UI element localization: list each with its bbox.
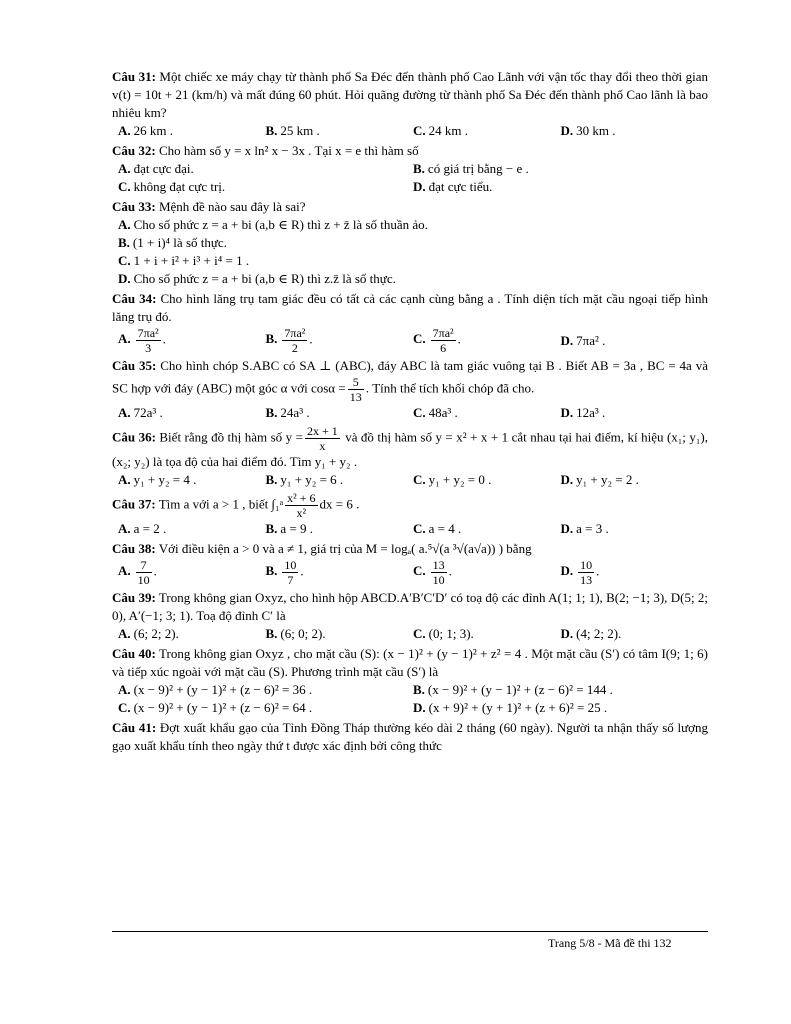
question-text: Cho hình chóp S.ABC có SA ⊥ (ABC), đáy ABC là tam giác vuông tại B . Biết AB = 3a , BC = 4a và SC hợp với đáy (ABC) một góc α với cosα = — [112, 358, 709, 396]
question-number: Câu 31: — [112, 69, 156, 84]
question-39 — [112, 589, 708, 643]
question-text: Mệnh đề nào sau đây là sai? — [158, 199, 306, 214]
question-35: Câu 35: Cho hình chóp S.ABC có SA ⊥ (ABC), đáy ABC là tam giác vuông tại B . Biết AB = 3a , BC = 4a và SC hợp với đáy (ABC) một góc α với cosα = $\frac{5}{13}$ . Tính thể tích khối chóp đã cho. A. 72a³ . B. 24a³ . C. 48a³ . D. 12a³ . — [112, 358, 709, 420]
option-c: C. không đạt cực trị. — [118, 179, 226, 194]
question-text: Cho hình lăng trụ tam giác đều có tất cả các cạnh cùng bằng a . Tính diện tích mặt cầu ngoại tiếp hình lăng trụ đó. — [112, 291, 709, 324]
option-c: C. (x − 9)² + (y − 1)² + (z − 6)² = 64 . — [118, 700, 313, 715]
question-text: Trong không gian Oxyz , cho mặt cầu (S): (x − 1)² + (y − 1)² + z² = 4 . Một mặt cầu (S′) có tâm I(9; 1; 6) và tiếp xúc ngoài với mặt cầu (S). Phương trình mặt cầu (S′) là — [112, 646, 708, 679]
question-number: Câu 35: — [112, 358, 157, 373]
question-number: Câu 33: — [112, 199, 156, 214]
option-a: A. đạt cực đại. — [118, 161, 194, 176]
option-b: B. 24a³ . — [265, 405, 310, 420]
option-a: A. (x − 9)² + (y − 1)² + (z − 6)² = 36 . — [118, 682, 313, 697]
option-c: C. 1 + i + i² + i³ + i⁴ = 1 . — [118, 253, 250, 268]
question-text: Biết rằng đồ thị hàm số y = — [159, 429, 303, 445]
option-a: A. $\frac{\text{7πa²}}{3}$ . — [118, 326, 166, 355]
option-b: B. $\frac{\text{7πa²}}{2}$ . — [265, 326, 313, 355]
answer-options — [112, 122, 708, 140]
question-number: Câu 41: — [112, 720, 157, 735]
question-number: Câu 40: — [112, 646, 156, 661]
page-footer: Trang 5/8 - Mã đề thi 132 — [548, 936, 672, 950]
option-b: B. (x − 9)² + (y − 1)² + (z − 6)² = 144 . — [413, 682, 613, 697]
option-d: D. $\frac{10}{13}$ . — [560, 558, 600, 587]
question-text: Trong không gian Oxyz, cho hình hộp ABCD.A′B′C′D′ có toạ độ các đỉnh A(1; 1; 1), B(2; −1; 3), D(5; 2; 0), A′(−1; 3; 1). Toạ độ đỉnh C′ là — [112, 590, 708, 623]
option-b: B. a = 9 . — [265, 521, 314, 536]
option-a: A. $\frac{7}{10}$ . — [118, 558, 157, 587]
option-a: A. y₁ + y₂ = 4 . — [118, 472, 197, 487]
answer-options — [112, 699, 708, 717]
question-40 — [112, 645, 708, 717]
option-d: D. 12a³ . — [560, 405, 606, 420]
option-c: C. $\frac{13}{10}$ . — [413, 558, 452, 587]
question-text: Tìm a với a > 1 , biết ∫₁ᵃ — [158, 496, 284, 512]
answer-options — [112, 625, 708, 643]
question-number: Câu 39: — [112, 590, 156, 605]
question-text: Một chiếc xe máy chạy từ thành phố Sa Đéc đến thành phố Cao Lãnh với vận tốc thay đổi theo thời gian v(t) = 10t + 21 (km/h) và mất đúng 60 phút. Hỏi quãng đường từ thành phố Sa Đéc đến thành phố Cao lãnh là bao nhiêu km? — [112, 69, 708, 120]
option-b: B. (6; 0; 2). — [265, 626, 326, 641]
question-36: Câu 36: Biết rằng đồ thị hàm số y = $\frac{2x + 1}{x}$ và đồ thị hàm số y = x² + x + 1 cắt nhau tại hai điểm, kí hiệu (x₁; y₁), (x₂; y₂) là tọa độ của hai điểm đó. Tìm y₁ + y₂ . A. y₁ + y₂ = 4 . B. y₁ + y₂ = 6 . C. y₁ + y₂ = 0 . D. y₁ + y₂ = 2 . — [112, 424, 708, 487]
option-d: D. 7πa² . — [560, 332, 606, 348]
answer-options — [112, 178, 708, 196]
question-text: Đợt xuất khẩu gạo của Tỉnh Đồng Tháp thường kéo dài 2 tháng (60 ngày). Người ta nhận thấy số lượng gạo xuất khẩu tính theo ngày thứ t được xác định bởi công thức — [112, 720, 709, 753]
option-c: C. $\frac{\text{7πa²}}{6}$ . — [413, 326, 461, 355]
question-number: Câu 32: — [112, 143, 156, 158]
option-d: D. 30 km . — [560, 123, 616, 138]
option-b: B. y₁ + y₂ = 6 . — [265, 472, 344, 487]
option-d: D. (x + 9)² + (y + 1)² + (z + 6)² = 25 . — [413, 700, 608, 715]
option-b: B. có giá trị bằng − e . — [413, 161, 529, 176]
answer-options — [112, 558, 708, 587]
question-number: Câu 38: — [112, 541, 156, 556]
question-number: Câu 37: — [112, 496, 156, 512]
option-a: A. a = 2 . — [118, 521, 167, 536]
question-34 — [112, 290, 708, 355]
question-text: Với điều kiện a > 0 và a ≠ 1, giá trị của M = logₐ( a.⁵√(a ³√(a√a)) ) bằng — [158, 541, 532, 556]
option-d: D. a = 3 . — [560, 521, 609, 536]
question-37: Câu 37: Tìm a với a > 1 , biết ∫₁ᵃ $\frac{\text{x² + 6}}{\text{x²}}$ dx = 6 . A. a = 2 . B. a = 9 . C. a = 4 . D. a = 3 . — [112, 491, 708, 538]
question-32 — [112, 142, 708, 196]
option-a: A. Cho số phức z = a + bi (a,b ∈ R) thì z + z̄ là số thuần ảo. — [118, 217, 428, 232]
question-31 — [112, 68, 708, 140]
answer-options — [112, 471, 708, 489]
footer-divider — [112, 931, 708, 932]
option-b: B. 25 km . — [265, 123, 320, 138]
option-c: C. y₁ + y₂ = 0 . — [413, 472, 492, 487]
option-c: C. 48a³ . — [413, 405, 458, 420]
answer-options — [112, 404, 708, 422]
question-number: Câu 34: — [112, 291, 157, 306]
option-c: C. (0; 1; 3). — [413, 626, 474, 641]
option-d: D. (4; 2; 2). — [560, 626, 622, 641]
option-d: D. Cho số phức z = a + bi (a,b ∈ R) thì z.z̄ là số thực. — [118, 271, 396, 286]
option-a: A. 26 km . — [118, 123, 174, 138]
question-text: Cho hàm số y = x ln² x − 3x . Tại x = e thì hàm số — [158, 143, 419, 158]
option-c: C. a = 4 . — [413, 521, 462, 536]
answer-options — [112, 160, 708, 178]
option-d: D. đạt cực tiểu. — [413, 179, 493, 194]
option-a: A. (6; 2; 2). — [118, 626, 179, 641]
exam-page — [112, 68, 708, 757]
option-b: B. $\frac{10}{7}$ . — [265, 558, 304, 587]
option-c: C. 24 km . — [413, 123, 469, 138]
option-a: A. 72a³ . — [118, 405, 163, 420]
option-b: B. (1 + i)⁴ là số thực. — [118, 235, 227, 250]
question-38 — [112, 540, 708, 587]
question-number: Câu 36: — [112, 429, 156, 445]
option-d: D. y₁ + y₂ = 2 . — [560, 472, 639, 487]
question-41 — [112, 719, 708, 755]
answer-options — [112, 681, 708, 699]
answer-options — [112, 326, 708, 355]
question-33 — [112, 198, 708, 288]
answer-options — [112, 520, 708, 538]
